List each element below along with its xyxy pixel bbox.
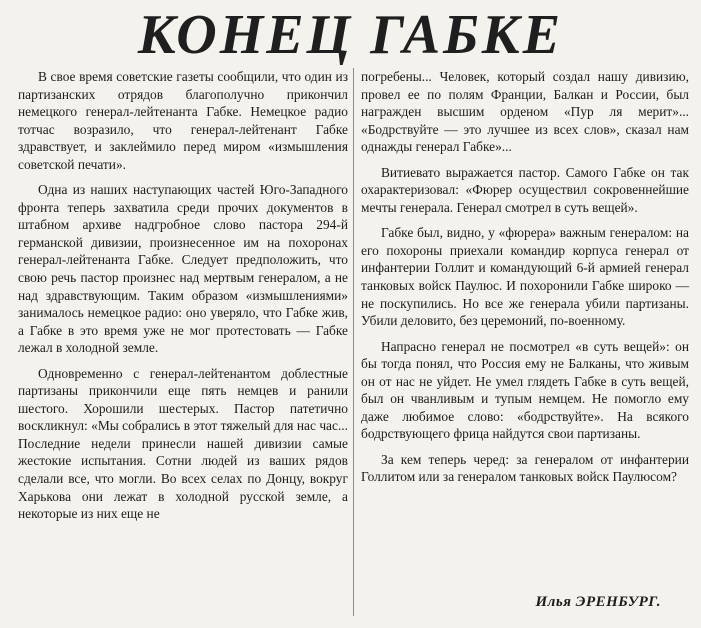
article-left-column xyxy=(18,68,348,523)
paragraph: В свое время советские газеты сообщили, что один из партизанских отрядов благополучно прикончил немецкого генерал-лейтенанта Габке. Немецкое радио тотчас возразило, что генерал-лейтенант Габке здравствует, и заклеймило перед миром «измышления советской печати». xyxy=(18,69,348,172)
paragraph: Одновременно с генерал-лейтенантом доблестные партизаны прикончили еще пять немцев и ранили шестого. Хорошили шестерых. Пастор патетично воскликнул: «Мы собрались в этот тяжелый для нас час... Последние недели принесли нашей дивизии самые жестокие испытания. Сотни людей из ваших рядов сделали все, что могли. Во всех селах по Донцу, вокруг Харькова они лежат в холодной русской земле, а некоторые из них еще не xyxy=(18,365,348,522)
article-title: КОНЕЦ ГАБКЕ xyxy=(137,4,564,66)
paragraph: Габке был, видно, у «фюрера» важным генералом: на его похороны приехали командир корпуса генерал от инфантерии Голлит и командующий 6-й армией генерал танковых войск Паулюс. И похоронили Габке широко — не поскупились. Но все же генерала убили партизаны. Убили деловито, без церемоний, по-военному. xyxy=(361,225,689,329)
paragraph: Одна из наших наступающих частей Юго-Западного фронта теперь захватила среди прочих документов в штабном архиве надгробное слово пастора 294-й германской дивизии, произнесенное им на похоронах генерал-лейтенанта Габке. Следует предположить, что свою речь пастор произнес над мертвым генералом, а не над здравствующим. Таким образом «измышлениями» занималось немецкое радио: оно уверяло, что Габке жив, а Габке в это время уже не мог протестовать — Габке лежал в холодной земле. xyxy=(18,182,348,356)
paragraph: Витиевато выражается пастор. Самого Габке он так охарактеризовал: «Фюрер осуществил сокровеннейшие мечты генерала. Генерал смотрел в суть вещей». xyxy=(361,164,689,215)
paragraph: погребены... Человек, который создал нашу дивизию, провел ее по полям Франции, Балкан и России, был награжден высшим орденом «Пур ля мерит»... «Бодрствуйте — это лучшее из всех слов», сказал нам однажды генерал Габке»... xyxy=(361,69,689,155)
column-divider xyxy=(353,68,354,616)
author-signature: Илья ЭРЕНБУРГ. xyxy=(535,594,661,610)
paragraph: Напрасно генерал не посмотрел «в суть вещей»: он бы тогда понял, что Россия ему не Балканы, что живым он от нас не уйдет. Не умел глядеть Габке в суть вещей, был он чванливым и тупым немцем. Не помогло ему даже любимое слово: «бодрствуйте». На всякого бодрствующего фрица найдутся свои партизаны. xyxy=(361,338,689,442)
article-right-column xyxy=(361,68,689,486)
paragraph: За кем теперь черед: за генералом от инфантерии Голлитом или за генералом танковых войск Паулюсом? xyxy=(361,451,689,485)
